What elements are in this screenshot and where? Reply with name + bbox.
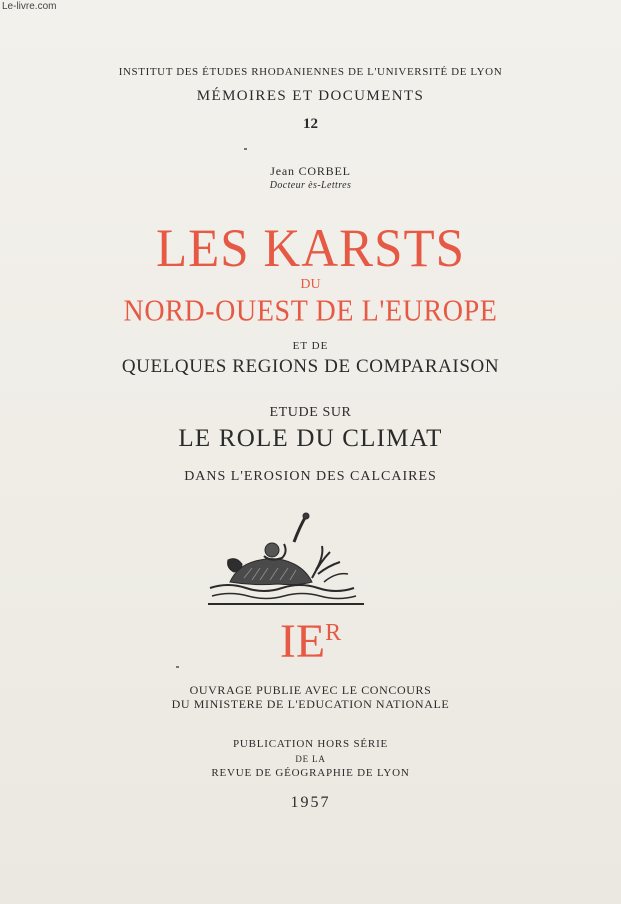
title-region: NORD-OUEST DE L'EUROPE	[123, 294, 498, 329]
publication-line-3: REVUE DE GÉOGRAPHIE DE LYON	[211, 767, 410, 779]
support-line-1: OUVRAGE PUBLIE AVEC LE CONCOURS	[189, 683, 432, 697]
support-line-2: DU MINISTERE DE L'EDUCATION NATIONALE	[171, 697, 450, 711]
print-speck	[244, 148, 247, 150]
print-speck	[176, 666, 179, 668]
ier-logo-superscript: R	[325, 620, 342, 646]
subtitle-main: LE ROLE DU CLIMAT	[178, 425, 443, 452]
title-connector-et-de: ET DE	[292, 340, 329, 352]
author-degree: Docteur ès-Lettres	[269, 180, 352, 191]
title-main: LES KARSTS	[156, 219, 465, 279]
title-comparison: QUELQUES REGIONS DE COMPARAISON	[121, 356, 500, 377]
series-number: 12	[303, 116, 318, 132]
publication-line-2: DE LA	[295, 754, 326, 764]
series-name: MÉMOIRES ET DOCUMENTS	[196, 88, 425, 104]
watermark: Le-livre.com	[2, 1, 57, 12]
subtitle-intro: ETUDE SUR	[269, 405, 352, 420]
publication-line-1: PUBLICATION HORS SÉRIE	[232, 738, 389, 750]
author-name: Jean CORBEL	[270, 164, 351, 178]
title-connector-du: DU	[300, 277, 321, 292]
institute-name: INSTITUT DES ÉTUDES RHODANIENNES DE L'UNIVERSITÉ DE LYON	[118, 66, 503, 78]
river-allegory-emblem-icon	[208, 512, 364, 610]
publication-year: 1957	[290, 794, 331, 811]
ier-logo-main: IE	[279, 615, 326, 668]
ier-logo	[0, 614, 621, 669]
subtitle-detail: DANS L'EROSION DES CALCAIRES	[184, 469, 437, 484]
